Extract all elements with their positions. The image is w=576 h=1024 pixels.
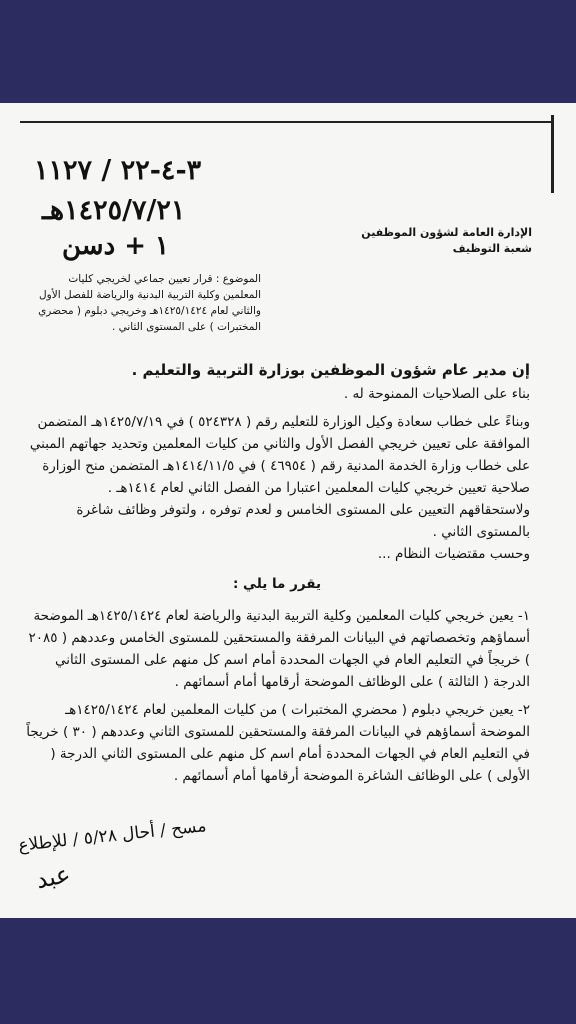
page-border-top (20, 121, 552, 123)
department-name: الإدارة العامة لشؤون الموظفين (361, 226, 532, 239)
department-header (361, 225, 532, 257)
department-section: شعبة التوظيف (452, 242, 532, 255)
handwritten-annotation: ١ + دسن (62, 231, 170, 261)
handwritten-margin-note: مسح / أحال ٥/٢٨ / للإطلاع (17, 816, 208, 856)
authority-paragraph: بناء على الصلاحيات الممنوحة له . (343, 386, 530, 402)
document-body (24, 359, 530, 787)
decision-item-2: ٢- يعين خريجي دبلوم ( محضري المختبرات ) من كليات المعلمين لعام ١٤٢٥/١٤٢٤هـ الموضحة أسماؤهم في البيانات المرفقة والمستحقين للمستوى الثاني وعددهم ( ٣٠ ) خريجاً في التعليم العام في الجهات المحددة أمام اسم كل منهم على المستوى الثاني الدرجة ( الأولى ) على الوظائف الشاغرة الموضحة أرقامها أمام أسمائهم . (26, 702, 530, 784)
scanned-document-page (0, 103, 576, 918)
page-border-right (551, 115, 554, 193)
handwritten-signature: عبد (33, 859, 73, 895)
subject-block: الموضوع : قرار تعيين جماعي لخريجي كليات المعلمين وكلية التربية البدنية والرياضة للفصل الأول والثاني لعام ١٤٢٥/١٤٢٤هـ وخريجي دبلوم ( محضري المختبرات ) على المستوى الثاني . (38, 273, 261, 333)
handwritten-reference-number: ٣-٤-٢٢ / ١١٢٧ (34, 155, 202, 186)
decision-item-1: ١- يعين خريجي كليات المعلمين وكلية التربية البدنية والرياضة لعام ١٤٢٥/١٤٢٤هـ الموضحة أسماؤهم وتخصصاتهم في البيانات المرفقة والمستحقين للمستوى الخامس وعددهم ( ٢٠٨٥ ) خريجاً في التعليم العام في الجهات المحددة أمام اسم كل منهم على المستوى الثاني الدرجة ( الثالثة ) على الوظائف الموضحة أرقامها أمام أسمائهم . (28, 608, 530, 690)
addressee-line: إن مدير عام شؤون الموظفين بوزارة التربية والتعليم . (131, 361, 530, 379)
regulations-paragraph: وحسب مقتضيات النظام ... (377, 546, 530, 562)
eligibility-paragraph: ولاستحقاقهم التعيين على المستوى الخامس و لعدم توفره ، ولتوفر وظائف شاغرة بالمستوى الثاني . (76, 502, 530, 540)
handwritten-date: ١٤٢٥/٧/٢١هـ (42, 195, 186, 226)
decision-heading: يقرر ما يلي : (232, 576, 322, 592)
reference-paragraph: وبناءً على خطاب سعادة وكيل الوزارة للتعليم رقم ( ٥٢٤٣٢٨ ) في ١٤٢٥/٧/١٩هـ المتضمن الموافقة على تعيين خريجي الفصل الأول والثاني من كليات المعلمين وتحديد جهاتهم المبني على خطاب وزارة الخدمة المدنية رقم ( ٤٦٩٥٤ ) في ١٤١٤/١١/٥هـ المتضمن منح الوزارة صلاحية تعيين خريجي كليات المعلمين اعتبارا من الفصل الثاني لعام ١٤١٤هـ . (29, 414, 530, 496)
